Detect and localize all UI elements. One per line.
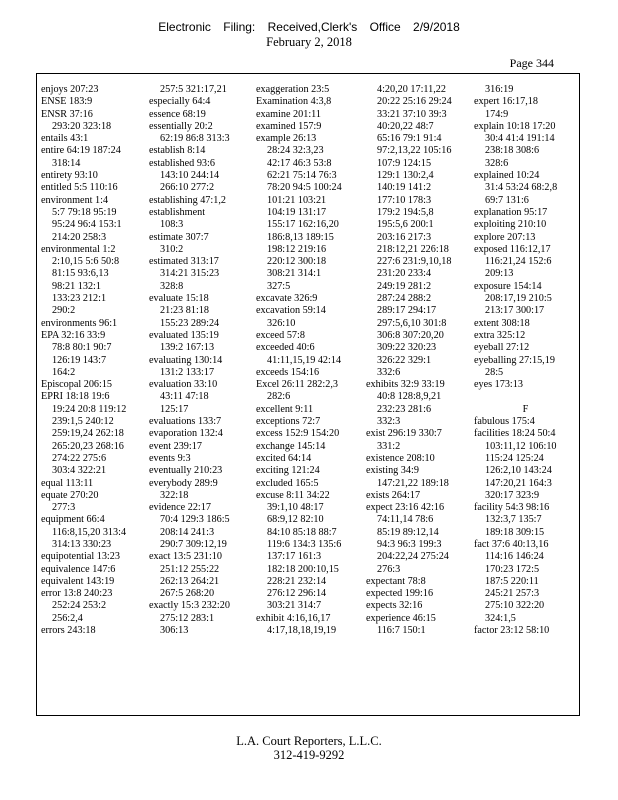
index-continuation: 239:1,5 240:12	[52, 416, 114, 428]
index-continuation: 132:3,7 135:7	[485, 514, 542, 526]
index-letter-heading: F	[522, 403, 529, 415]
index-continuation: 290:7 309:12,19	[160, 538, 227, 550]
reporter-company: L.A. Court Reporters, L.L.C.	[236, 734, 382, 748]
index-continuation: 276:12 296:14	[267, 588, 327, 600]
index-continuation: 40:20,22 48:7	[377, 120, 434, 132]
index-entry: expectant 78:8	[366, 575, 426, 587]
index-continuation: 94:3 96:3 199:3	[377, 538, 442, 550]
index-entry: established 93:6	[149, 157, 215, 169]
index-entry: exposure 154:14	[474, 280, 542, 292]
index-entry: error 13:8 240:23	[41, 588, 113, 600]
index-continuation: 78:20 94:5 100:24	[267, 182, 342, 194]
index-entry: existing 34:9	[366, 465, 419, 477]
index-continuation: 314:21 315:23	[160, 268, 220, 280]
index-entry: exceeds 154:16	[256, 366, 320, 378]
index-entry: facility 54:3 98:16	[474, 502, 550, 514]
index-continuation: 204:22,24 275:24	[377, 551, 449, 563]
index-continuation: 97:2,13,22 105:16	[377, 145, 452, 157]
index-continuation: 19:24 20:8 119:12	[52, 403, 127, 415]
index-entry: exhibit 4:16,16,17	[256, 612, 331, 624]
index-entry: excellent 9:11	[256, 403, 314, 415]
index-continuation: 293:20 323:18	[52, 120, 112, 132]
index-continuation: 252:24 253:2	[52, 600, 107, 612]
index-continuation: 133:23 212:1	[52, 293, 107, 305]
index-continuation: 85:19 89:12,14	[377, 526, 439, 538]
index-continuation: 245:21 257:3	[485, 588, 540, 600]
index-entry: environmental 1:2	[41, 243, 116, 255]
index-entry: enjoys 207:23	[41, 84, 99, 95]
index-entry: fact 37:6 40:13,16	[474, 538, 549, 550]
index-entry: establishing 47:1,2	[149, 194, 226, 206]
index-column-4	[366, 84, 470, 709]
index-column-5	[474, 84, 577, 709]
index-entry: Excel 26:11 282:2,3	[256, 379, 338, 391]
index-entry: entire 64:19 187:24	[41, 145, 121, 157]
index-continuation: 208:17,19 210:5	[485, 293, 552, 305]
index-entry: everybody 289:9	[149, 477, 218, 489]
index-continuation: 115:24 125:24	[485, 452, 544, 464]
index-continuation: 187:5 220:11	[485, 575, 539, 587]
index-entry: exaggeration 23:5	[256, 84, 330, 95]
index-entry: eventually 210:23	[149, 465, 223, 477]
index-continuation: 103:11,12 106:10	[485, 440, 557, 452]
index-continuation: 4:20,20 17:11,22	[377, 84, 446, 95]
index-column-1	[41, 84, 141, 709]
index-continuation: 303:4 322:21	[52, 465, 107, 477]
filing-header	[0, 20, 618, 49]
index-entry: excavate 326:9	[256, 293, 318, 305]
index-continuation: 314:13 330:23	[52, 538, 112, 550]
index-entry: essentially 20:2	[149, 120, 213, 132]
index-entry	[474, 391, 577, 403]
index-continuation: 214:20 258:3	[52, 231, 107, 243]
index-entry: evaluation 33:10	[149, 379, 218, 391]
index-continuation: 189:18 309:15	[485, 526, 545, 538]
index-continuation: 328:6	[485, 157, 509, 169]
index-continuation: 139:2 167:13	[160, 342, 215, 354]
index-entry: example 26:13	[256, 133, 317, 145]
index-continuation: 310:2	[160, 243, 184, 255]
index-entry: fabulous 175:4	[474, 416, 535, 428]
index-entry: exceeded 40:6	[256, 342, 315, 354]
index-entry: factor 23:12 58:10	[474, 625, 550, 637]
index-entry: especially 64:4	[149, 96, 211, 108]
index-entry: expected 199:16	[366, 588, 434, 600]
index-continuation: 259:19,24 262:18	[52, 428, 124, 440]
index-continuation: 31:4 53:24 68:2,8	[485, 182, 558, 194]
index-entry: evaluated 135:19	[149, 329, 219, 341]
index-entry: eyeball 27:12	[474, 342, 530, 354]
index-entry: exact 13:5 231:10	[149, 551, 222, 563]
index-continuation: 140:19 141:2	[377, 182, 432, 194]
index-continuation: 231:20 233:4	[377, 268, 432, 280]
index-continuation: 20:22 25:16 29:24	[377, 96, 452, 108]
index-continuation: 218:12,21 226:18	[377, 243, 449, 255]
index-continuation: 277:3	[52, 502, 76, 514]
index-continuation: 289:17 294:17	[377, 305, 437, 317]
index-entry: essence 68:19	[149, 108, 206, 120]
reporter-phone: 312-419-9292	[273, 748, 345, 762]
index-entry: exploiting 210:10	[474, 219, 547, 231]
index-entry: excluded 165:5	[256, 477, 319, 489]
transcript-date: February 2, 2018	[266, 35, 352, 49]
index-entry: equipotential 13:23	[41, 551, 120, 563]
index-continuation: 195:5,6 200:1	[377, 219, 434, 231]
index-continuation: 179:2 194:5,8	[377, 206, 434, 218]
index-entry: expects 32:16	[366, 600, 423, 612]
index-entry: estimated 313:17	[149, 256, 219, 268]
index-continuation: 2:10,15 5:6 50:8	[52, 256, 120, 268]
index-entry: events 9:3	[149, 452, 191, 464]
index-continuation: 68:9,12 82:10	[267, 514, 324, 526]
index-continuation: 131:2 133:17	[160, 366, 215, 378]
index-continuation: 28:24 32:3,23	[267, 145, 324, 157]
index-continuation: 256:2,4	[52, 612, 83, 624]
index-entry: experience 46:15	[366, 612, 436, 624]
index-continuation: 332:3	[377, 416, 401, 428]
index-continuation: 4:17,18,18,19,19	[267, 625, 337, 637]
index-entry: examine 201:11	[256, 108, 321, 120]
index-continuation: 220:12 300:18	[267, 256, 327, 268]
index-continuation: 262:13 264:21	[160, 575, 220, 587]
index-entry: explore 207:13	[474, 231, 536, 243]
index-continuation: 62:19 86:8 313:3	[160, 133, 230, 145]
index-continuation: 170:23 172:5	[485, 563, 540, 575]
index-entry: explanation 95:17	[474, 206, 548, 218]
index-continuation: 257:5 321:17,21	[160, 84, 227, 95]
index-continuation: 137:17 161:3	[267, 551, 322, 563]
index-entry: evaporation 132:4	[149, 428, 223, 440]
index-entry: eyes 173:13	[474, 379, 523, 391]
index-continuation: 276:3	[377, 563, 401, 575]
index-continuation: 74:11,14 78:6	[377, 514, 434, 526]
index-continuation: 326:10	[267, 317, 296, 329]
index-entry: EPRI 18:18 19:6	[41, 391, 110, 403]
index-continuation: 324:1,5	[485, 612, 516, 624]
index-continuation: 101:21 103:21	[267, 194, 327, 206]
index-continuation: 182:18 200:10,15	[267, 563, 339, 575]
index-continuation: 274:22 275:6	[52, 452, 107, 464]
index-continuation: 125:17	[160, 403, 189, 415]
index-continuation: 306:13	[160, 625, 189, 637]
index-entry: exceptions 72:7	[256, 416, 321, 428]
index-continuation: 227:6 231:9,10,18	[377, 256, 452, 268]
index-column-3	[256, 84, 360, 709]
index-entry: excavation 59:14	[256, 305, 326, 317]
index-continuation: 303:21 314:7	[267, 600, 322, 612]
index-continuation: 81:15 93:6,13	[52, 268, 109, 280]
index-continuation: 265:20,23 268:16	[52, 440, 124, 452]
index-continuation: 119:6 134:3 135:6	[267, 538, 342, 550]
index-entry: expert 16:17,18	[474, 96, 538, 108]
index-entry: Episcopal 206:15	[41, 379, 113, 391]
index-continuation: 28:5	[485, 366, 504, 378]
index-continuation: 177:10 178:3	[377, 194, 432, 206]
index-entry: environment 1:4	[41, 194, 109, 206]
index-continuation: 332:6	[377, 366, 401, 378]
index-continuation: 267:5 268:20	[160, 588, 215, 600]
index-continuation: 116:8,15,20 313:4	[52, 526, 127, 538]
index-entry: evaluate 15:18	[149, 293, 209, 305]
index-entry: evaluating 130:14	[149, 354, 223, 366]
index-continuation: 39:1,10 48:17	[267, 502, 324, 514]
index-continuation: 297:5,6,10 301:8	[377, 317, 447, 329]
index-continuation: 306:8 307:20,20	[377, 329, 444, 341]
index-continuation: 251:12 255:22	[160, 563, 220, 575]
word-index-table	[36, 73, 580, 716]
index-continuation: 21:23 81:18	[160, 305, 209, 317]
index-continuation: 143:10 244:14	[160, 170, 220, 182]
index-continuation: 155:23 289:24	[160, 317, 220, 329]
index-continuation: 65:16 79:1 91:4	[377, 133, 442, 145]
index-entry: environments 96:1	[41, 317, 118, 329]
index-continuation: 30:4 41:4 191:14	[485, 133, 555, 145]
index-continuation: 328:8	[160, 280, 184, 292]
reporter-footer	[0, 734, 618, 762]
index-entry: establish 8:14	[149, 145, 206, 157]
index-continuation: 208:14 241:3	[160, 526, 215, 538]
index-entry: entirety 93:10	[41, 170, 98, 182]
index-entry: expect 23:16 42:16	[366, 502, 445, 514]
index-continuation: 213:17 300:17	[485, 305, 545, 317]
index-continuation: 249:19 281:2	[377, 280, 432, 292]
index-continuation: 147:20,21 164:3	[485, 477, 552, 489]
index-entry: errors 243:18	[41, 625, 96, 637]
index-continuation: 275:12 283:1	[160, 612, 215, 624]
index-continuation: 308:21 314:1	[267, 268, 322, 280]
index-continuation: 147:21,22 189:18	[377, 477, 449, 489]
index-continuation: 98:21 132:1	[52, 280, 101, 292]
index-continuation: 266:10 277:2	[160, 182, 215, 194]
index-entry: extra 325:12	[474, 329, 526, 341]
index-continuation: 174:9	[485, 108, 509, 120]
index-entry: entails 43:1	[41, 133, 89, 145]
index-entry: explain 10:18 17:20	[474, 120, 556, 132]
index-continuation: 84:10 85:18 88:7	[267, 526, 337, 538]
index-continuation: 70:4 129:3 186:5	[160, 514, 230, 526]
index-continuation: 62:21 75:14 76:3	[267, 170, 337, 182]
index-continuation: 33:21 37:10 39:3	[377, 108, 447, 120]
index-entry: excuse 8:11 34:22	[256, 489, 330, 501]
index-continuation: 41:11,15,19 42:14	[267, 354, 342, 366]
index-continuation: 164:2	[52, 366, 76, 378]
index-entry: exceed 57:8	[256, 329, 305, 341]
index-continuation: 232:23 281:6	[377, 403, 432, 415]
index-entry: evaluations 133:7	[149, 416, 222, 428]
index-entry: extent 308:18	[474, 317, 530, 329]
index-entry: excess 152:9 154:20	[256, 428, 340, 440]
index-entry: equivalent 143:19	[41, 575, 115, 587]
index-continuation: 228:21 232:14	[267, 575, 327, 587]
index-entry: entitled 5:5 110:16	[41, 182, 118, 194]
index-continuation: 126:19 143:7	[52, 354, 107, 366]
index-entry: equate 270:20	[41, 489, 99, 501]
index-continuation: 40:8 128:8,9,21	[377, 391, 442, 403]
index-continuation: 78:8 80:1 90:7	[52, 342, 112, 354]
index-continuation: 282:6	[267, 391, 291, 403]
index-continuation: 290:2	[52, 305, 76, 317]
index-continuation: 318:14	[52, 157, 81, 169]
index-continuation: 5:7 79:18 95:19	[52, 206, 117, 218]
index-continuation: 108:3	[160, 219, 184, 231]
index-entry: existence 208:10	[366, 452, 435, 464]
index-continuation: 322:18	[160, 489, 189, 501]
index-continuation: 107:9 124:15	[377, 157, 432, 169]
index-entry: exactly 15:3 232:20	[149, 600, 230, 612]
index-entry: eyeballing 27:15,19	[474, 354, 555, 366]
index-entry: establishment	[149, 206, 206, 218]
index-entry: exhibits 32:9 33:19	[366, 379, 445, 391]
index-entry: event 239:17	[149, 440, 202, 452]
index-entry: evidence 22:17	[149, 502, 211, 514]
index-continuation: 203:16 217:3	[377, 231, 432, 243]
index-continuation: 309:22 320:23	[377, 342, 437, 354]
index-continuation: 42:17 46:3 53:8	[267, 157, 332, 169]
index-entry: exist 296:19 330:7	[366, 428, 442, 440]
index-continuation: 327:5	[267, 280, 291, 292]
index-continuation: 287:24 288:2	[377, 293, 432, 305]
index-continuation: 186:8,13 189:15	[267, 231, 334, 243]
index-entry: examined 157:9	[256, 120, 322, 132]
index-continuation: 129:1 130:2,4	[377, 170, 434, 182]
index-entry: EPA 32:16 33:9	[41, 329, 106, 341]
index-entry: equal 113:11	[41, 477, 94, 489]
index-continuation: 331:2	[377, 440, 401, 452]
index-continuation: 238:18 308:6	[485, 145, 540, 157]
index-entry: excited 64:14	[256, 452, 312, 464]
index-continuation: 316:19	[485, 84, 514, 95]
index-continuation: 116:7 150:1	[377, 625, 426, 637]
index-continuation: 198:12 219:16	[267, 243, 327, 255]
index-entry: ENSR 37:16	[41, 108, 93, 120]
index-entry: ENSE 183:9	[41, 96, 93, 108]
index-continuation: 326:22 329:1	[377, 354, 432, 366]
index-entry: estimate 307:7	[149, 231, 209, 243]
filing-stamp: Electronic Filing: Received,Clerk's Office 2/9/2018	[158, 20, 460, 34]
index-continuation: 114:16 146:24	[485, 551, 544, 563]
index-entry: exposed 116:12,17	[474, 243, 551, 255]
index-continuation: 43:11 47:18	[160, 391, 209, 403]
index-entry: facilities 18:24 50:4	[474, 428, 556, 440]
index-continuation: 209:13	[485, 268, 514, 280]
index-entry: Examination 4:3,8	[256, 96, 332, 108]
index-entry: exchange 145:14	[256, 440, 326, 452]
index-entry: exists 264:17	[366, 489, 421, 501]
index-continuation: 275:10 322:20	[485, 600, 545, 612]
index-entry: equipment 66:4	[41, 514, 105, 526]
index-continuation: 95:24 96:4 153:1	[52, 219, 122, 231]
index-continuation: 155:17 162:16,20	[267, 219, 339, 231]
index-continuation: 320:17 323:9	[485, 489, 540, 501]
index-column-2	[149, 84, 249, 709]
index-continuation: 126:2,10 143:24	[485, 465, 552, 477]
page-number: Page 344	[509, 56, 554, 70]
index-continuation: 69:7 131:6	[485, 194, 529, 206]
index-entry: equivalence 147:6	[41, 563, 116, 575]
index-entry: exciting 121:24	[256, 465, 320, 477]
index-entry: explained 10:24	[474, 170, 540, 182]
index-continuation: 116:21,24 152:6	[485, 256, 552, 268]
index-continuation: 104:19 131:17	[267, 206, 327, 218]
